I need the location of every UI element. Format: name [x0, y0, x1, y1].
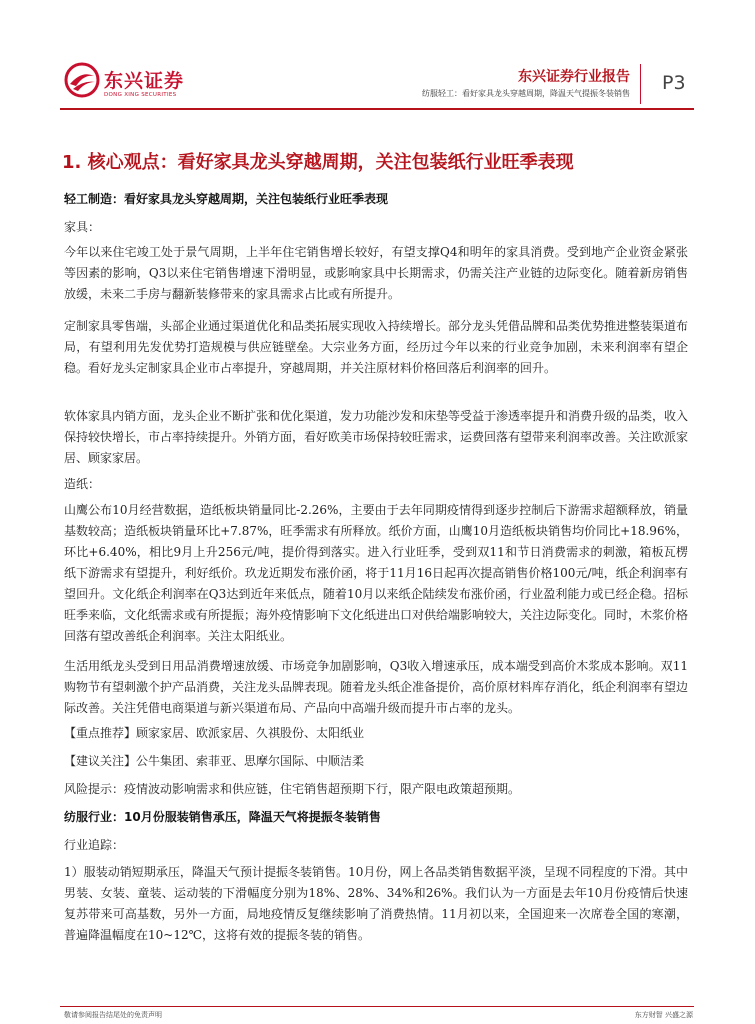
paper-paragraph-2: 生活用纸龙头受到日用品消费增速放缓、市场竞争加剧影响，Q3收入增速承压，成本端受到高价木浆成本影响。双11购物节有望刺激个护产品消费，关注龙头品牌表现。随着龙头纸企准备提价，高价原材料库存消化，纸企利润率有望边际改善。关注凭借电商渠道与新兴渠道布局、产品向中高端升级而提升市占率的龙头。	[64, 659, 689, 715]
textile-paragraph-1: 1）服装动销短期承压，降温天气预计提振冬装销售。10月份，网上各品类销售数据平淡，呈现不同程度的下滑。其中男装、女装、童装、运动装的下滑幅度分别为18%、28%、34%和26%。我们认为一方面是去年10月份疫情后快速复苏带来可高基数，另外一方面，局地疫情反复继续影响了消费热情。11月初以来，全国迎来一次席卷全国的寒潮，普遍降温幅度在10~12℃，这将有效的提振冬装的销售。	[64, 865, 688, 942]
furniture-paragraph-2: 定制家具零售端，头部企业通过渠道优化和品类拓展实现收入持续增长。部分龙头凭借品牌和品类优势推进整装渠道布局，有望利用先发优势打造规模与供应链壁垒。大宗业务方面，经历过今年以来的行业竞争加剧，未来利润率有望企稳。看好龙头定制家具企业市占率提升，穿越周期，并关注原材料价格回落后利润率的回升。	[64, 319, 689, 375]
textile-heading: 纺服行业：10月份服装销售承压，降温天气将提振冬装销售	[64, 810, 381, 824]
furniture-paragraph-3: 软体家具内销方面，龙头企业不断扩张和优化渠道，发力功能沙发和床垫等受益于渗透率提升和消费升级的品类，收入保持较快增长，市占率持续提升。外销方面，看好欧美市场保持较旺需求，运费回落有望带来利润率改善。关注欧派家居、顾家家居。	[64, 409, 689, 465]
key-picks: 【重点推荐】顾家家居、欧派家居、久祺股份、太阳纸业	[64, 726, 365, 740]
report-title: 东兴证券行业报告	[518, 69, 630, 85]
footer-disclaimer: 敬请参阅报告结尾处的免责声明	[64, 1011, 162, 1019]
header-divider	[640, 64, 641, 104]
suggested-watch: 【建议关注】公牛集团、索菲亚、思摩尔国际、中顺洁柔	[64, 754, 365, 768]
light-industry-heading: 轻工制造：看好家具龙头穿越周期，关注包装纸行业旺季表现	[64, 192, 389, 206]
tracking-label: 行业追踪：	[64, 838, 125, 852]
footer-slogan: 东方财智 兴盛之源	[634, 1011, 693, 1019]
report-subtitle: 纺服轻工：看好家具龙头穿越周期，降温天气提振冬装销售	[422, 89, 630, 98]
section-title: 1. 核心观点：看好家具龙头穿越周期，关注包装纸行业旺季表现	[62, 152, 574, 173]
furniture-label: 家具：	[64, 220, 101, 234]
footer-rule	[60, 1006, 694, 1007]
paper-paragraph-1: 山鹰公布10月经营数据，造纸板块销量同比-2.26%，主要由于去年同期疫情得到逐步控制后下游需求超额释放，销量基数较高；造纸板块销量环比+7.87%，旺季需求有所释放。纸价方面，山鹰10月造纸板块销售均价同比+18.96%，环比+6.40%，相比9月上升256元/吨，提价得到落实。进入行业旺季，受到双11和节日消费需求的刺激，箱板瓦楞纸下游需求有望提升，利好纸价。玖龙近期发布涨价函，将于11月16日起再次提高销售价格100元/吨，纸企利润率有望回升。文化纸企利润率在Q3达到近年来低点，随着10月以来纸企陆续发布涨价函，行业盈利能力或已经企稳。招标旺季来临，文化纸需求或有所提振；海外疫情影响下文化纸进出口对供给端影响较大，关注边际变化。同时，木浆价格回落有望改善纸企利润率。关注太阳纸业。	[64, 503, 689, 643]
furniture-paragraph-1: 今年以来住宅竣工处于景气周期，上半年住宅销售增长较好，有望支撑Q4和明年的家具消费。受到地产企业资金紧张等因素的影响，Q3以来住宅销售增速下滑明显，或影响家具中长期需求，仍需关注产业链的边际变化。随着新房销售放缓，未来二手房与翻新装修带来的家具需求占比或有所提升。	[64, 245, 688, 301]
paper-label: 造纸：	[64, 477, 101, 491]
logo-text-cn: 东兴证券	[104, 70, 185, 92]
risk-warning: 风险提示：疫情波动影响需求和供应链，住宅销售超预期下行，限产限电政策超预期。	[64, 782, 521, 796]
logo-text-en: DONG XING SECURITIES	[104, 92, 177, 98]
page-number: P3	[662, 72, 686, 94]
header-rule	[60, 108, 694, 110]
company-logo-icon	[64, 62, 100, 98]
